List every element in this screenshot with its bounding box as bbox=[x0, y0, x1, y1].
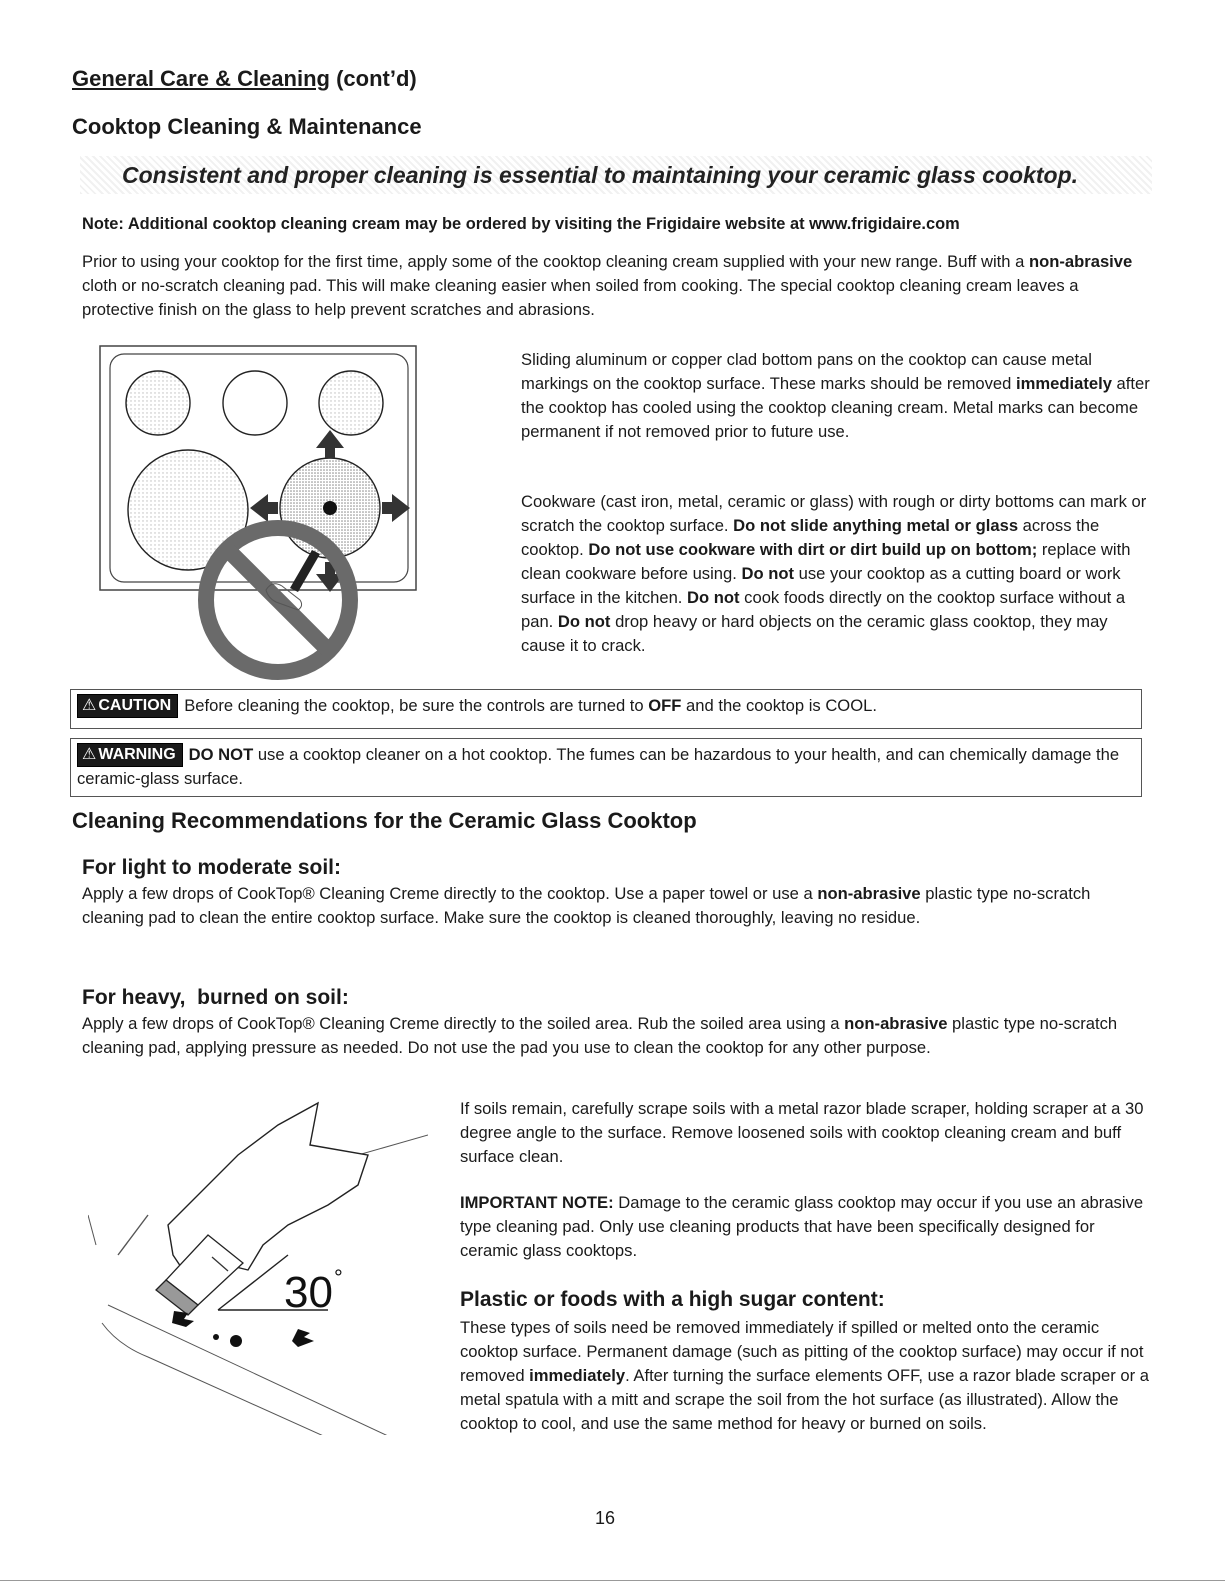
oven-mitt-hand bbox=[118, 1103, 368, 1270]
warning-triangle-icon: ⚠ bbox=[82, 697, 97, 714]
prior-use-paragraph: Prior to using your cooktop for the first time, apply some of the cooktop cleaning cream supplied with your new range. Buff with a non-abrasive cloth or no-scratch cleaning pad. This will make cleaning easier when soiled from cooking. The special cooktop cleaning cream leaves a protective finish on the glass to help prevent scratches and abrasions. bbox=[82, 252, 1133, 319]
warning-box: ⚠ WARNING DO NOT use a cooktop cleaner on a hot cooktop. The fumes can be hazardous to your health, and can chemically damage the ceramic-glass surface. bbox=[70, 738, 1142, 797]
burner-top-middle bbox=[223, 371, 287, 435]
prohibited-icon bbox=[206, 528, 350, 672]
light-soil-paragraph: Apply a few drops of CookTop® Cleaning Creme directly to the cooktop. Use a paper towel or use a non-abrasive plastic type no-scratch cleaning pad to clean the entire cooktop surface. Make sure the cooktop is cleaned thoroughly, leaving no residue. bbox=[82, 884, 1091, 927]
emphasis-banner bbox=[80, 156, 1152, 194]
angle-label: 30 bbox=[284, 1268, 333, 1317]
page-number: 16 bbox=[595, 1508, 616, 1528]
heavy-soil-paragraph: Apply a few drops of CookTop® Cleaning Creme directly to the soiled area. Rub the soiled area using a non-abrasive plastic type no-scratch cleaning pad, applying pressure as needed. Do not use the pad you use to clean the cooktop for any other purpose. bbox=[82, 1014, 1118, 1057]
sugar-soil-title: Plastic or foods with a high sugar content: bbox=[460, 1288, 885, 1311]
subsection-title: Cooktop Cleaning & Maintenance bbox=[72, 114, 422, 139]
heavy-soil-title: For heavy, burned on soil: bbox=[82, 986, 349, 1009]
bottom-rule bbox=[0, 1580, 1225, 1581]
sliding-pans-paragraph: Sliding aluminum or copper clad bottom pans on the cooktop can cause metal markings on the cooktop surface. These marks should be removed immediately after the cooktop has cooled using the cooktop cleaning cream. Metal marks can become permanent if not removed prior to future use. bbox=[521, 350, 1150, 441]
section-title-suffix: (cont’d) bbox=[329, 66, 417, 91]
scrape-paragraph: If soils remain, carefully scrape soils with a metal razor blade scraper, holding scraper at a 30 degree angle to the surface. Remove loosened soils with cooktop cleaning cream and buff surface clean. bbox=[460, 1099, 1144, 1166]
sugar-soil-paragraph: These types of soils need be removed immediately if spilled or melted onto the ceramic cooktop surface. Permanent damage (such as pitting of the cooktop surface) may occur if not removed immediately. After turning the surface elements OFF, use a razor blade scraper or a metal spatula with a mitt and scrape the soil from the hot surface (as illustrated). Allow the cooktop to cool, and use the same method for heavy or burned on soils. bbox=[460, 1318, 1149, 1433]
caution-badge: ⚠ CAUTION bbox=[77, 694, 178, 718]
recommendations-title: Cleaning Recommendations for the Ceramic Glass Cooktop bbox=[72, 808, 697, 833]
arrow-up-icon bbox=[316, 430, 344, 458]
scraper-illustration bbox=[88, 1095, 428, 1435]
light-soil-title: For light to moderate soil: bbox=[82, 856, 342, 879]
cooktop-no-slide-illustration bbox=[98, 340, 438, 685]
banner-text: Consistent and proper cleaning is essential to maintaining your ceramic glass cooktop. bbox=[122, 161, 1079, 188]
caution-box: ⚠ CAUTION Before cleaning the cooktop, be sure the controls are turned to OFF and the cooktop is COOL. bbox=[70, 689, 1142, 729]
warning-triangle-icon: ⚠ bbox=[82, 746, 97, 763]
degree-mark: ° bbox=[334, 1265, 343, 1290]
website-note: Note: Additional cooktop cleaning cream may be ordered by visiting the Frigidaire website at www.frigidaire.com bbox=[82, 215, 960, 233]
arrow-left-icon bbox=[250, 494, 278, 522]
arrow-right-icon bbox=[382, 494, 410, 522]
important-note-paragraph: IMPORTANT NOTE: Damage to the ceramic glass cooktop may occur if you use an abrasive type cleaning pad. Only use cleaning products that have been specifically designed for ceramic glass cooktops. bbox=[460, 1193, 1144, 1260]
warning-badge: ⚠ WARNING bbox=[77, 743, 183, 767]
burner-top-left bbox=[126, 371, 190, 435]
burner-top-right bbox=[319, 371, 383, 435]
section-title bbox=[72, 66, 417, 92]
section-title-main: General Care & Cleaning bbox=[72, 66, 330, 91]
cookware-paragraph: Cookware (cast iron, metal, ceramic or glass) with rough or dirty bottoms can mark or scratch the cooktop surface. Do not slide anything metal or glass across the cooktop. Do not use cookware with dirt or dirt build up on bottom; replace with clean cookware before using. Do not use your cooktop as a cutting board or work surface in the kitchen. Do not cook foods directly on the cooktop surface without a pan. Do not drop heavy or hard objects on the ceramic glass cooktop, they may cause it to crack. bbox=[521, 492, 1147, 655]
